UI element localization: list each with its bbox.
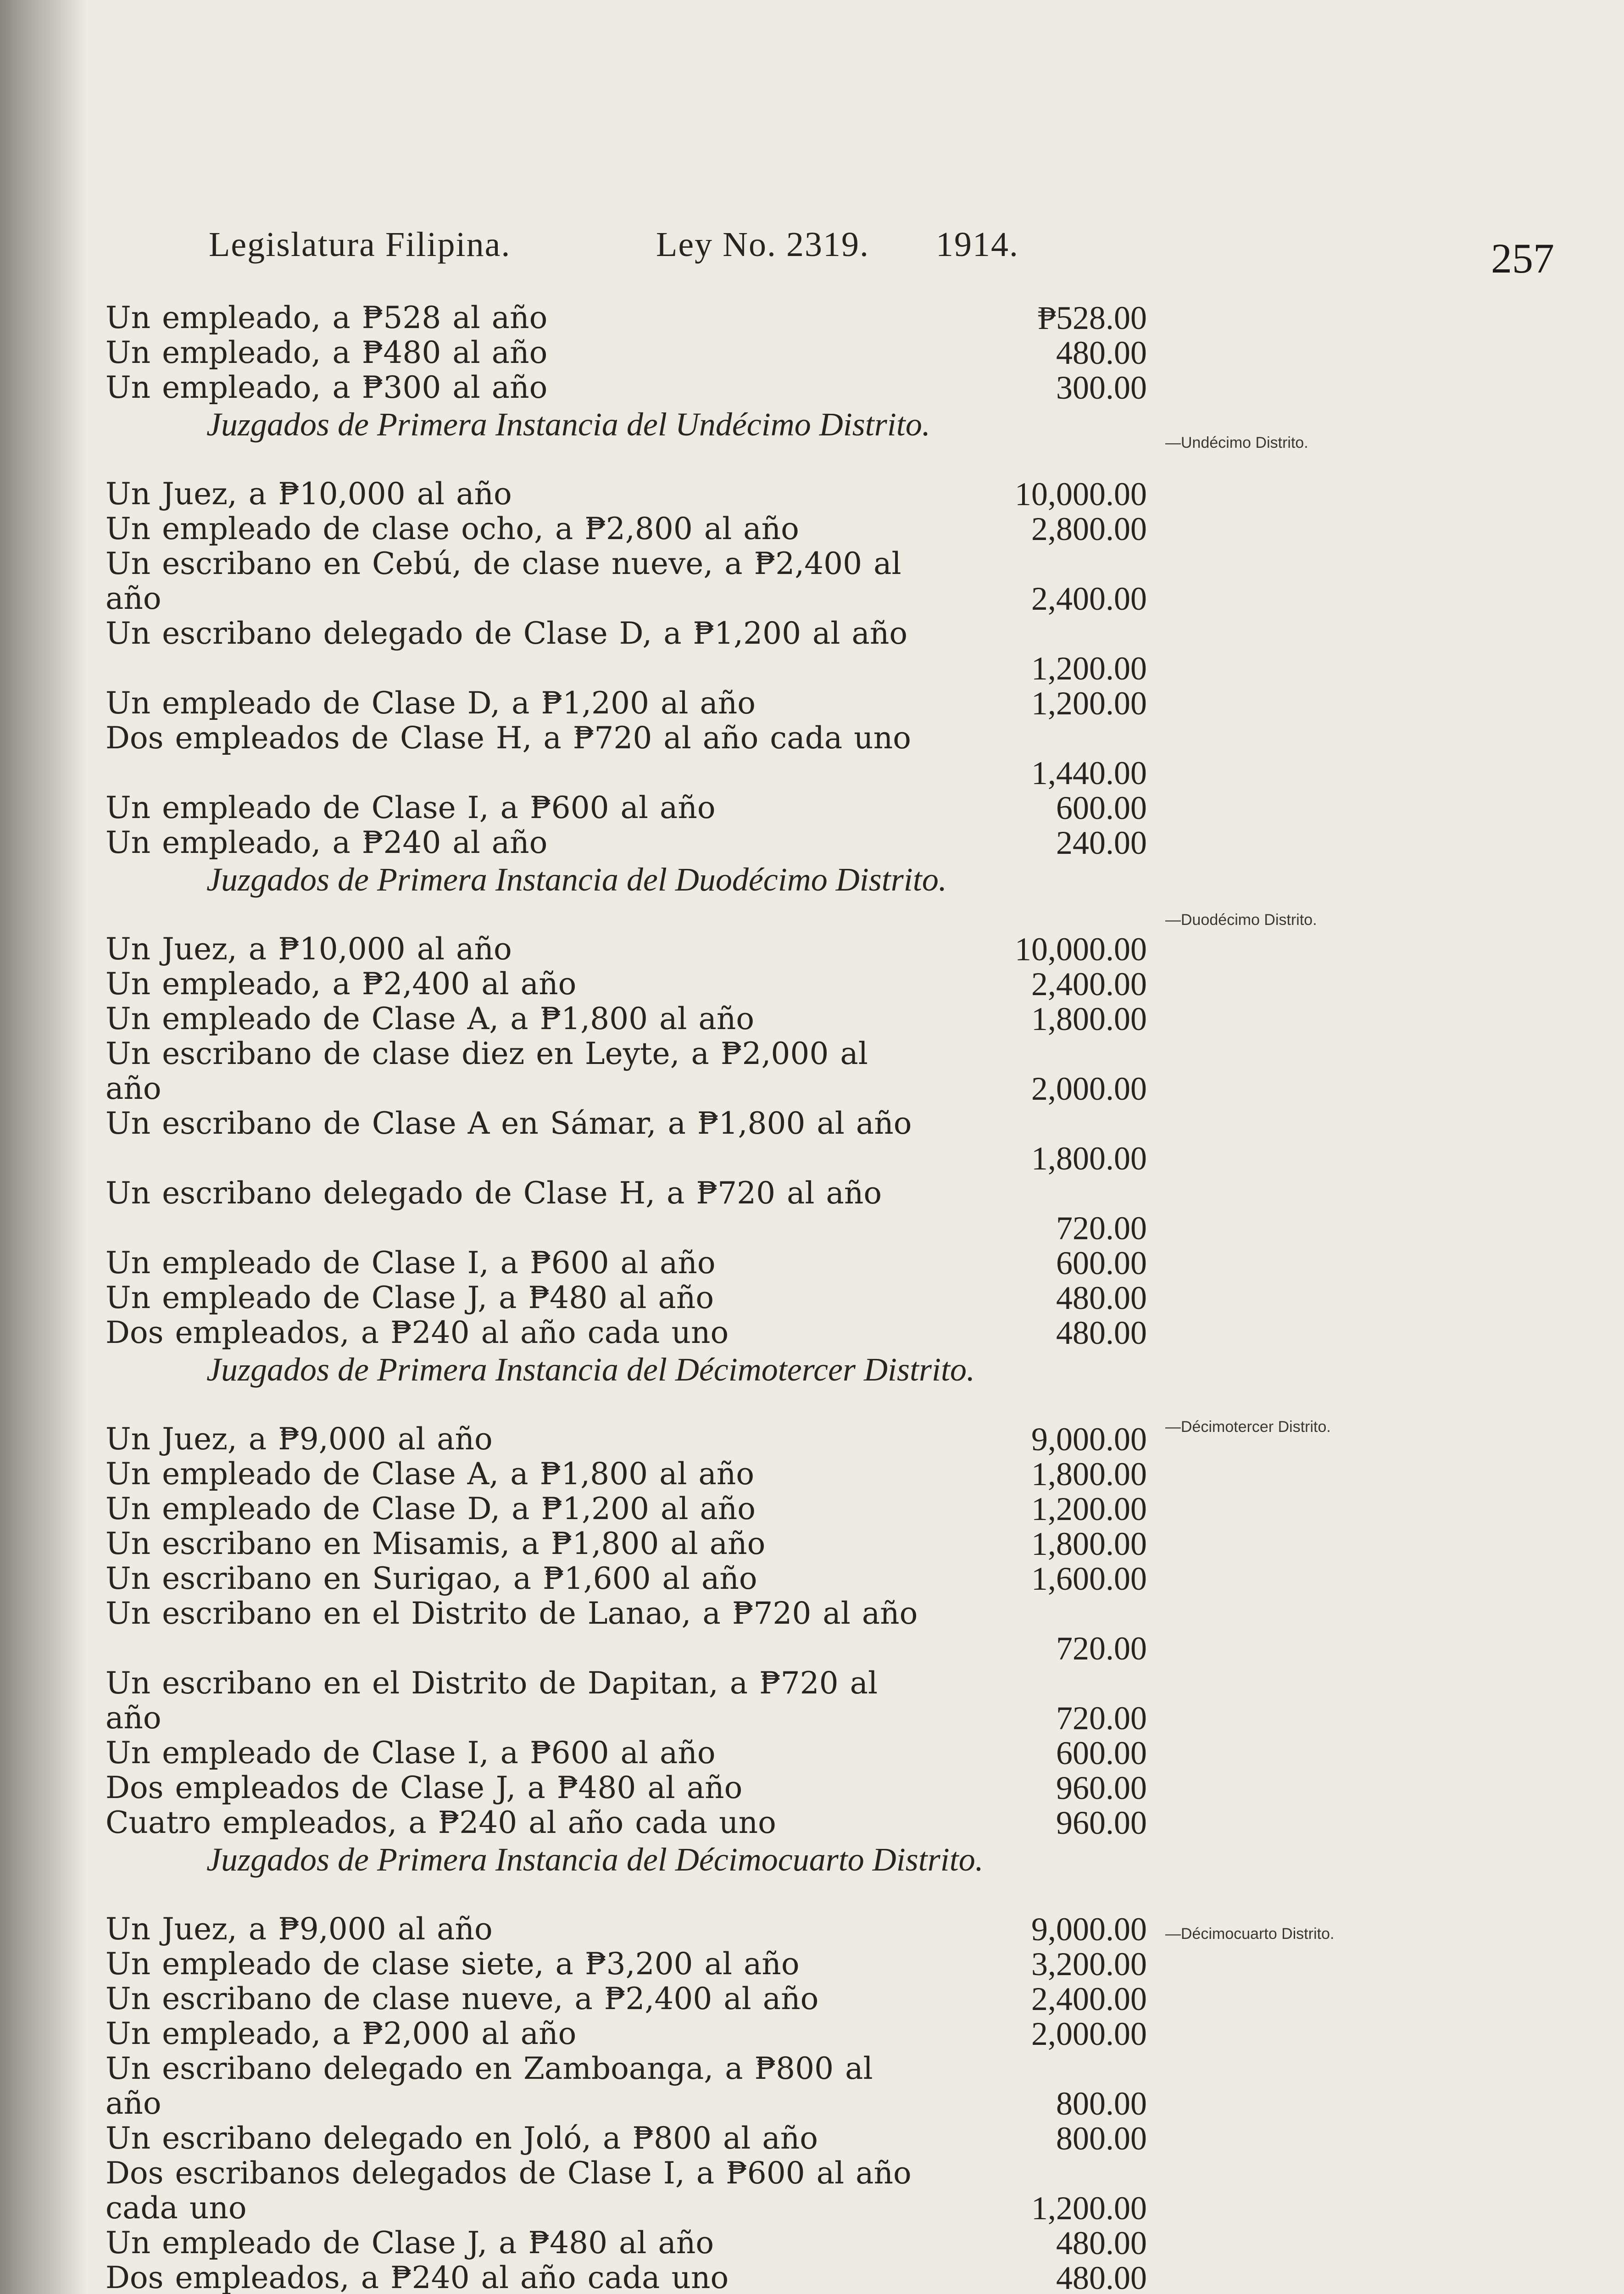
page-binding-shadow — [0, 0, 87, 2294]
margin-note: —Décimocuarto Distrito. — [1165, 1925, 1335, 1943]
list-item — [106, 1492, 1147, 1526]
item-amount: 2,000.00 — [1031, 2016, 1147, 2052]
item-amount: 1,800.00 — [1031, 1526, 1147, 1562]
item-amount: 480.00 — [1056, 1314, 1147, 1351]
section-heading — [106, 407, 1147, 477]
list-item — [106, 1036, 1147, 1106]
list-item — [106, 1736, 1147, 1771]
list-item — [106, 335, 1147, 370]
item-description: Dos empleados de Clase H, a ₱720 al año cada uno — [106, 720, 911, 756]
list-item — [106, 1596, 1147, 1666]
item-description: Un empleado, a ₱480 al año — [106, 335, 548, 370]
item-description: Un escribano en Misamis, a ₱1,800 al año — [106, 1526, 766, 1561]
item-description: Un empleado, a ₱240 al año — [106, 825, 548, 860]
item-description: Un escribano de clase diez en Leyte, a ₱2,000 al año — [106, 1036, 868, 1106]
item-amount: 480.00 — [1056, 1280, 1147, 1316]
list-item — [106, 1947, 1147, 1982]
item-description: Un empleado, a ₱300 al año — [106, 370, 548, 405]
list-item — [106, 546, 1147, 616]
item-amount: 1,800.00 — [1031, 1001, 1147, 1037]
item-description: Un empleado, a ₱2,000 al año — [106, 2016, 577, 2051]
item-amount: 1,200.00 — [1031, 685, 1147, 722]
list-item — [106, 477, 1147, 512]
item-amount: 720.00 — [1056, 1700, 1147, 1737]
item-description: Un empleado de Clase J, a ₱480 al año — [106, 1280, 714, 1315]
item-description: Dos escribanos delegados de Clase I, a ₱600 al año cada uno — [106, 2155, 912, 2226]
list-item — [106, 1912, 1147, 1947]
section-heading — [106, 862, 1147, 932]
item-amount: 720.00 — [1056, 1630, 1147, 1667]
list-item — [106, 1106, 1147, 1176]
item-amount: 2,400.00 — [1031, 1981, 1147, 2017]
item-description: Un empleado de Clase J, a ₱480 al año — [106, 2225, 714, 2261]
item-amount: 1,800.00 — [1031, 1456, 1147, 1492]
list-item — [106, 616, 1147, 686]
item-description: Un escribano de clase nueve, a ₱2,400 al año — [106, 1981, 819, 2016]
list-item — [106, 2121, 1147, 2156]
list-item — [106, 1457, 1147, 1492]
running-head-law: Ley No. 2319. — [656, 225, 870, 264]
section-title: Juzgados de Primera Instancia del Duodécimo Distrito. — [206, 861, 947, 898]
item-amount: 1,200.00 — [1031, 650, 1147, 687]
margin-note: —Undécimo Distrito. — [1165, 434, 1308, 451]
item-amount: 960.00 — [1056, 1770, 1147, 1806]
item-description: Un escribano delegado de Clase H, a ₱720 al año — [106, 1175, 882, 1211]
item-description: Un escribano en el Distrito de Lanao, a ₱720 al año — [106, 1596, 918, 1631]
item-description: Un escribano delegado en Zamboanga, a ₱800 al año — [106, 2051, 873, 2121]
item-amount: 10,000.00 — [1015, 931, 1147, 968]
list-item — [106, 1561, 1147, 1596]
list-item — [106, 2261, 1147, 2294]
item-description: Un empleado de clase ocho, a ₱2,800 al año — [106, 511, 799, 546]
list-item — [106, 1281, 1147, 1315]
list-item — [106, 791, 1147, 825]
list-item — [106, 1176, 1147, 1246]
item-description: Un empleado de Clase A, a ₱1,800 al año — [106, 1001, 755, 1036]
list-item — [106, 1246, 1147, 1281]
list-item — [106, 370, 1147, 405]
list-item — [106, 1315, 1147, 1350]
item-description: Un escribano de Clase A en Sámar, a ₱1,800 al año — [106, 1106, 912, 1141]
item-description: Un empleado de clase siete, a ₱3,200 al año — [106, 1946, 800, 1982]
item-amount: 300.00 — [1056, 369, 1147, 406]
list-item — [106, 2156, 1147, 2226]
list-item — [106, 1805, 1147, 1840]
item-amount: 2,800.00 — [1031, 511, 1147, 547]
margin-note: —Duodécimo Distrito. — [1165, 911, 1317, 929]
item-amount: 480.00 — [1056, 2260, 1147, 2294]
list-item — [106, 2016, 1147, 2051]
item-amount: 2,000.00 — [1031, 1070, 1147, 1107]
running-head-year: 1914. — [936, 225, 1019, 264]
item-description: Un empleado de Clase A, a ₱1,800 al año — [106, 1456, 755, 1492]
list-item — [106, 512, 1147, 546]
item-description: Un escribano delegado en Joló, a ₱800 al año — [106, 2121, 818, 2156]
item-description: Un escribano delegado de Clase D, a ₱1,200 al año — [106, 616, 908, 651]
item-amount: 600.00 — [1056, 1245, 1147, 1281]
item-amount: 800.00 — [1056, 2085, 1147, 2122]
item-amount: 1,600.00 — [1031, 1560, 1147, 1597]
item-amount: 1,200.00 — [1031, 2190, 1147, 2227]
item-description: Un empleado de Clase D, a ₱1,200 al año — [106, 685, 756, 721]
list-item — [106, 301, 1147, 335]
item-amount: 480.00 — [1056, 2225, 1147, 2261]
list-item — [106, 1982, 1147, 2016]
item-amount: 960.00 — [1056, 1804, 1147, 1841]
list-item — [106, 967, 1147, 1002]
item-description: Dos empleados, a ₱240 al año cada uno — [106, 2260, 729, 2294]
section-title: Juzgados de Primera Instancia del Décimocuarto Distrito. — [206, 1841, 984, 1878]
list-item — [106, 825, 1147, 860]
list-item — [106, 2051, 1147, 2121]
item-amount: 480.00 — [1056, 334, 1147, 371]
item-description: Un escribano en Surigao, a ₱1,600 al año — [106, 1561, 757, 1596]
item-description: Un Juez, a ₱10,000 al año — [106, 931, 512, 967]
appropriations-list — [106, 301, 1147, 2294]
list-item — [106, 1771, 1147, 1805]
list-item — [106, 1526, 1147, 1561]
running-head-title: Legislatura Filipina. — [209, 225, 511, 264]
item-amount: 720.00 — [1056, 1210, 1147, 1247]
item-description: Un empleado de Clase I, a ₱600 al año — [106, 1735, 716, 1771]
list-item — [106, 1002, 1147, 1036]
item-description: Un Juez, a ₱10,000 al año — [106, 476, 512, 512]
item-amount: 2,400.00 — [1031, 580, 1147, 617]
list-item — [106, 1422, 1147, 1457]
item-description: Dos empleados, a ₱240 al año cada uno — [106, 1315, 729, 1350]
list-item — [106, 2226, 1147, 2261]
item-amount: 240.00 — [1056, 824, 1147, 861]
item-amount: 600.00 — [1056, 1735, 1147, 1771]
item-amount: ₱528.00 — [1037, 300, 1147, 336]
item-description: Un escribano en Cebú, de clase nueve, a ₱2,400 al año — [106, 546, 901, 616]
item-amount: 2,400.00 — [1031, 966, 1147, 1002]
item-amount: 600.00 — [1056, 790, 1147, 826]
item-amount: 3,200.00 — [1031, 1946, 1147, 1982]
item-description: Un escribano en el Distrito de Dapitan, a ₱720 al año — [106, 1665, 878, 1736]
item-amount: 10,000.00 — [1015, 476, 1147, 512]
page-number: 257 — [1491, 235, 1554, 282]
section-heading — [106, 1352, 1147, 1422]
section-heading — [106, 1842, 1147, 1912]
list-item — [106, 721, 1147, 791]
item-description: Un empleado, a ₱528 al año — [106, 300, 548, 335]
item-description: Dos empleados de Clase J, a ₱480 al año — [106, 1770, 743, 1805]
item-amount: 9,000.00 — [1031, 1911, 1147, 1948]
list-item — [106, 686, 1147, 721]
item-amount: 1,200.00 — [1031, 1491, 1147, 1527]
item-description: Un empleado de Clase I, a ₱600 al año — [106, 790, 716, 825]
item-description: Un Juez, a ₱9,000 al año — [106, 1911, 493, 1947]
section-title: Juzgados de Primera Instancia del Décimotercer Distrito. — [206, 1351, 975, 1388]
list-item — [106, 1666, 1147, 1736]
item-amount: 1,440.00 — [1031, 755, 1147, 791]
section-title: Juzgados de Primera Instancia del Undécimo Distrito. — [206, 406, 930, 443]
margin-note: —Décimotercer Distrito. — [1165, 1418, 1331, 1436]
item-amount: 1,800.00 — [1031, 1140, 1147, 1177]
item-description: Un empleado, a ₱2,400 al año — [106, 966, 577, 1002]
running-head — [209, 225, 1585, 275]
item-amount: 9,000.00 — [1031, 1421, 1147, 1458]
item-description: Cuatro empleados, a ₱240 al año cada uno — [106, 1805, 776, 1840]
list-item — [106, 932, 1147, 967]
item-description: Un Juez, a ₱9,000 al año — [106, 1421, 493, 1457]
item-description: Un empleado de Clase D, a ₱1,200 al año — [106, 1491, 756, 1526]
item-description: Un empleado de Clase I, a ₱600 al año — [106, 1245, 716, 1281]
item-amount: 800.00 — [1056, 2120, 1147, 2157]
